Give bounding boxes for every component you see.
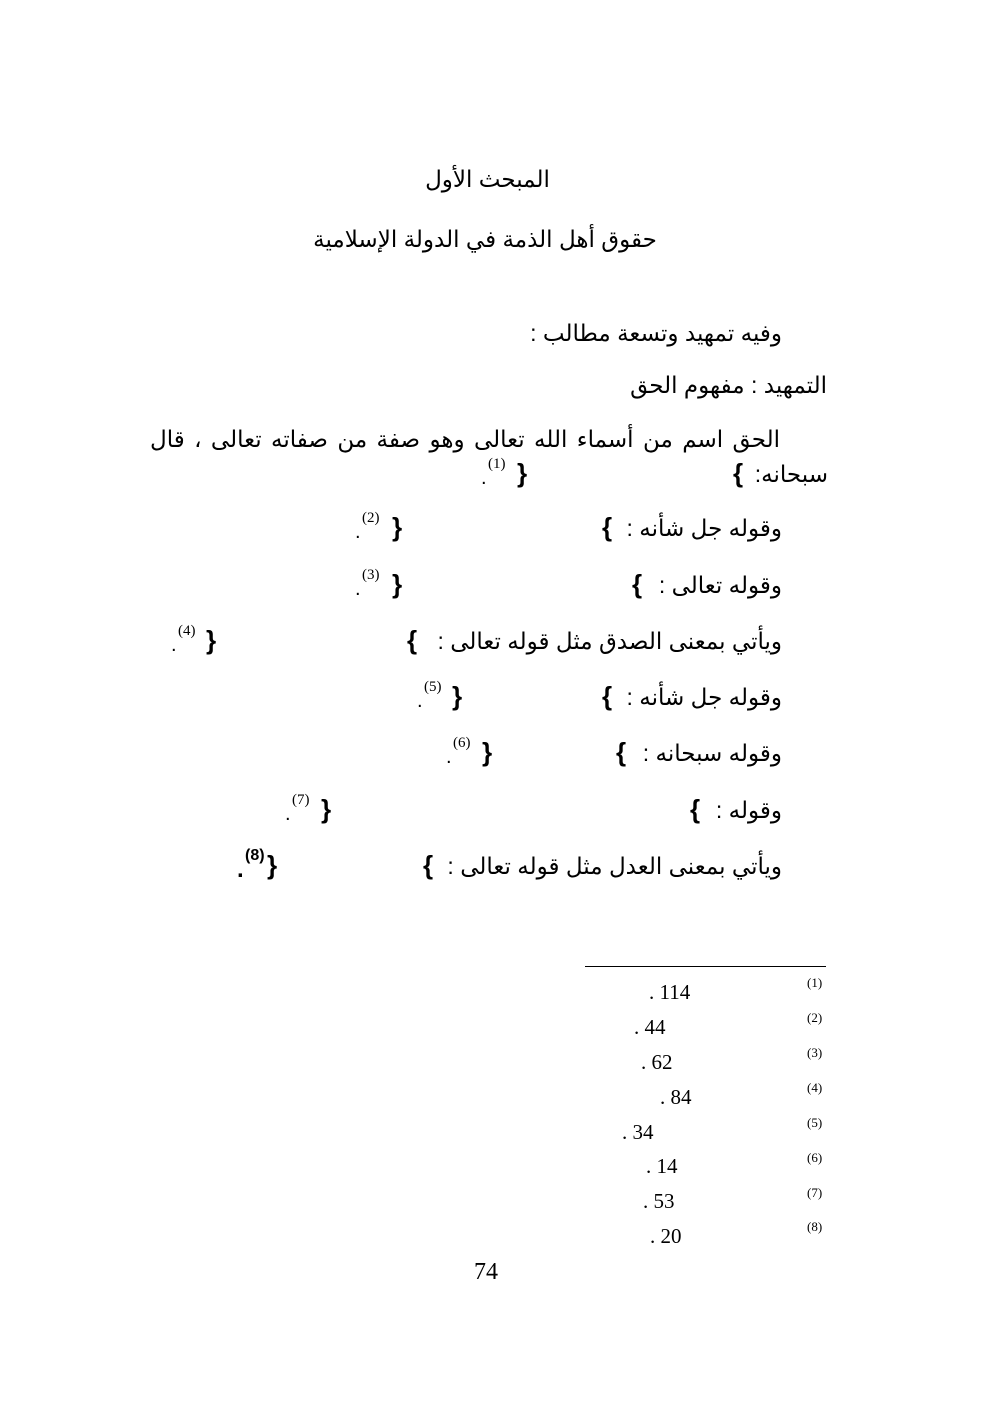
open-brace: { — [690, 794, 701, 824]
close-brace: } — [321, 794, 332, 824]
footnote-ref: (5) — [424, 679, 442, 695]
footnote-text: . 34 — [622, 1120, 654, 1144]
footnote-text: . 20 — [650, 1224, 682, 1248]
footnote-mark: (5) — [807, 1115, 823, 1130]
footnote-ref: (3) — [362, 567, 380, 583]
verse-lead: ويأتي بمعنى الصدق مثل قوله تعالى : — [437, 628, 782, 654]
verse-lead: وقوله تعالى : — [658, 572, 782, 598]
open-brace: { — [602, 512, 613, 542]
period: . — [355, 578, 361, 600]
close-brace: } — [267, 850, 278, 880]
open-brace: { — [733, 458, 744, 488]
verse-lead: وقوله : — [715, 797, 782, 823]
period: . — [171, 634, 177, 656]
preface-heading: التمهيد : مفهوم الحق — [630, 372, 827, 398]
verse-lead: ويأتي بمعنى العدل مثل قوله تعالى : — [447, 853, 782, 879]
close-brace: } — [392, 569, 403, 599]
paragraph-line-1: الحق اسم من أسماء الله تعالى وهو صفة من صفاته تعالى ، قال — [150, 426, 780, 452]
footnote-mark: (6) — [807, 1150, 823, 1165]
footnote-text: . 44 — [634, 1015, 666, 1039]
chapter-subtitle: حقوق أهل الذمة في الدولة الإسلامية — [313, 226, 657, 252]
footnote-ref: (1) — [488, 456, 506, 472]
verse-lead: وقوله سبحانه : — [642, 740, 782, 766]
footnote-mark: (7) — [807, 1185, 823, 1200]
footnote-ref: (4) — [178, 623, 196, 639]
close-brace: } — [452, 681, 463, 711]
open-brace: { — [423, 850, 434, 880]
paragraph-line-2: سبحانه: — [754, 461, 828, 487]
period: . — [237, 856, 244, 883]
period: . — [446, 746, 452, 768]
open-brace: { — [602, 681, 613, 711]
open-brace: { — [616, 737, 627, 767]
verse-lead: وقوله جل شأنه : — [626, 684, 782, 710]
period: . — [355, 521, 361, 543]
footnote-text: . 84 — [660, 1085, 692, 1109]
footnote-mark: (3) — [807, 1045, 823, 1060]
footnote-ref: (2) — [362, 510, 380, 526]
period: . — [285, 803, 291, 825]
footnote-separator — [585, 966, 826, 967]
chapter-title: المبحث الأول — [425, 166, 550, 192]
footnote-text: . 62 — [641, 1050, 673, 1074]
close-brace: } — [482, 737, 493, 767]
period: . — [481, 467, 487, 489]
intro-line: وفيه تمهيد وتسعة مطالب : — [530, 320, 782, 346]
footnote-text: . 53 — [643, 1189, 675, 1213]
page-number: 74 — [474, 1259, 498, 1285]
footnote-text: . 14 — [646, 1154, 678, 1178]
footnote-ref: (8) — [245, 847, 265, 864]
open-brace: { — [632, 569, 643, 599]
footnote-text: . 114 — [649, 980, 691, 1004]
close-brace: } — [517, 458, 528, 488]
footnote-mark: (8) — [807, 1219, 823, 1234]
footnote-ref: (7) — [292, 792, 310, 808]
close-brace: } — [392, 512, 403, 542]
footnote-mark: (1) — [807, 975, 823, 990]
footnote-ref: (6) — [453, 735, 471, 751]
verse-lead: وقوله جل شأنه : — [626, 515, 782, 541]
footnote-mark: (2) — [807, 1010, 823, 1025]
close-brace: } — [206, 625, 217, 655]
period: . — [417, 690, 423, 712]
footnote-mark: (4) — [807, 1080, 823, 1095]
open-brace: { — [407, 625, 418, 655]
